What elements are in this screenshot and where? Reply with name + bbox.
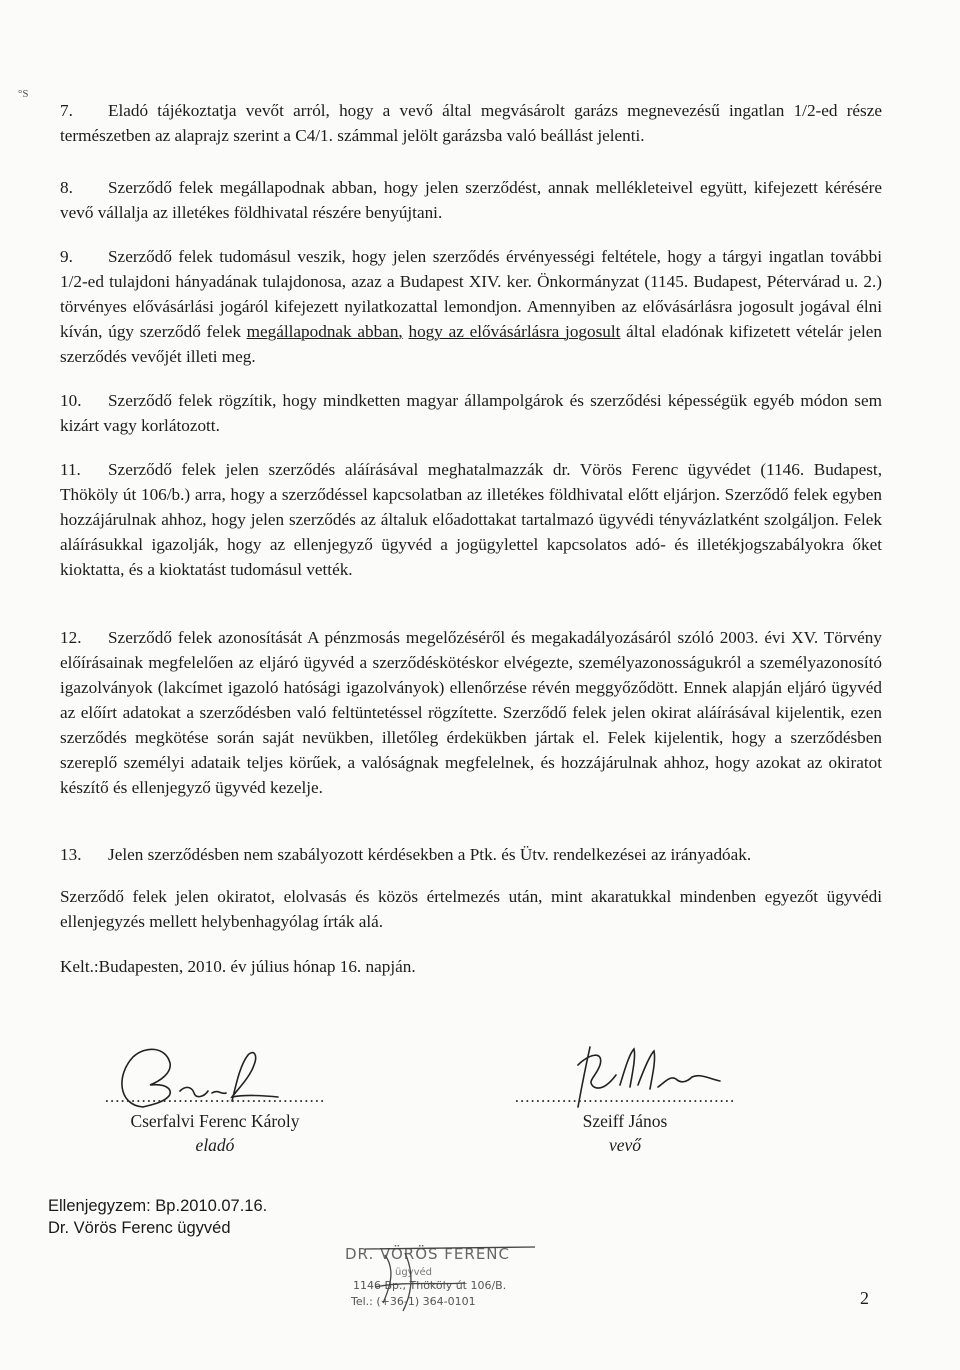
stamp-scribble xyxy=(345,1245,545,1317)
clause-number: 8. xyxy=(60,178,73,197)
stamp-phone: Tel.: (+36-1) 364-0101 xyxy=(351,1295,476,1308)
buyer-signature-block xyxy=(505,1085,745,1157)
clause-8 xyxy=(60,175,882,225)
clause-11 xyxy=(60,457,882,582)
countersign-date: Ellenjegyzem: Bp.2010.07.16. xyxy=(48,1197,268,1215)
buyer-role: vevő xyxy=(608,1135,642,1155)
seller-role: eladó xyxy=(195,1135,235,1155)
clause-7 xyxy=(60,98,882,148)
clause-9 xyxy=(60,244,882,369)
signature-line: .......................................... xyxy=(104,1087,326,1106)
clause-number: 7. xyxy=(60,101,73,120)
clause-text: Szerződő felek jelen szerződés aláírásával meghatalmazzák dr. Vörös Ferenc ügyvédet (1146. Budapest, Thököly út 106/b.) arra, hogy a szerződéssel kapcsolatban az illetékes földhivatal előtt eljárjon. Szerződő felek egyben hozzájárulnak ahhoz, hogy jelen szerződés az általuk előadottakat tartalmazó ügyvédi tényvázlatként szolgáljon. Felek aláírásukkal igazolják, hogy az ellenjegyző ügyvéd a jogügylettel kapcsolatos adó- és illetékjogszabályokra őket kioktatta, és a kioktatást tudomásul vették. xyxy=(60,460,882,579)
clause-number: 9. xyxy=(60,247,73,266)
clause-text-end: által eladónak kifizetett vételár jelen szerződés vevőjét illeti meg. xyxy=(60,322,882,366)
clause-text: Szerződő felek megállapodnak abban, hogy jelen szerződést, annak mellékleteivel együtt, kifejezett kérésére vevő vállalja az illetékes földhivatal részére benyújtani. xyxy=(60,178,882,222)
clause-text-continued: Amennyiben az elővásárlásra jogosult jogával élni kíván, úgy szerződő felek xyxy=(60,297,882,341)
clause-number: 12. xyxy=(60,628,82,647)
clause-number: 13. xyxy=(60,845,82,864)
underlined-text: megállapodnak abban, xyxy=(246,322,403,341)
seller-name: Cserfalvi Ferenc Károly xyxy=(130,1111,300,1131)
stamp-name: DR. VÖRÖS FERENC xyxy=(345,1245,510,1263)
clause-text: Jelen szerződésben nem szabályozott kérdésekben a Ptk. és Ütv. rendelkezései az irányadóak. xyxy=(108,845,752,864)
lawyer-stamp xyxy=(345,1245,545,1317)
clause-text: Szerződő felek rögzítik, hogy mindketten magyar állampolgárok és szerződési képességük egyéb módon sem kizárt vagy korlátozott. xyxy=(60,391,882,435)
signature-line: .......................................... xyxy=(514,1087,736,1106)
underlined-text: hogy az elővásárlásra jogosult xyxy=(408,322,621,341)
countersign-lawyer: Dr. Vörös Ferenc ügyvéd xyxy=(48,1219,231,1237)
buyer-name: Szeiff János xyxy=(582,1111,668,1131)
countersignature xyxy=(48,1195,267,1239)
scan-artifact-mark: °S xyxy=(18,88,29,100)
clause-12 xyxy=(60,625,882,800)
date-line: Kelt.:Budapesten, 2010. év július hónap 16. napján. xyxy=(60,957,416,976)
stamp-address: 1146 Bp., Thököly út 106/B. xyxy=(353,1279,507,1292)
clause-number: 11. xyxy=(60,460,81,479)
clause-text: Szerződő felek tudomásul veszik, hogy jelen szerződés érvényességi feltétele, hogy a tárgyi ingatlan további 1/2-ed tulajdoni hányadának tulajdonosa, azaz a Budapest XIV. ker. Önkormányzat (1145. Budapest, Pétervárad u. 2.) törvényes elővásárlási jogáról kifejezett nyilatkozattal lemondjon. xyxy=(60,247,882,316)
page-number: 2 xyxy=(860,1288,869,1308)
clause-10 xyxy=(60,388,882,438)
clause-text: Szerződő felek azonosítását A pénzmosás megelőzéséről és megakadályozásáról szóló 2003. évi XV. Törvény előírásainak megfelelően az eljáró ügyvéd a szerződéskötéskor elvégezte, személyazonosságukról a személyazonosító igazolványok (lakcímet igazoló hatósági igazolványok) ellenőrzése révén meggyőződött. Ennek alapján eljáró ügyvéd az előírt adatokat a szerződésben való feltüntetéssel rögzítette. Szerződő felek jelen okirat aláírásával kijelentik, ezen szerződés megkötése során saját nevükben, illetőleg érdekükben jártak el. Felek kijelentik, hogy a szerződésben szereplő személyi adataik teljes körűek, a valóságnak megfelelnek, és hozzájárulnak ahhoz, hogy azokat az okiratot készítő és ellenjegyző ügyvéd kezelje. xyxy=(60,628,882,797)
clause-13 xyxy=(60,842,882,867)
clause-number: 10. xyxy=(60,391,82,410)
clause-text: Eladó tájékoztatja vevőt arról, hogy a vevő által megvásárolt garázs megnevezésű ingatlan 1/2-ed része természetben az alaprajz szerint a C4/1. számmal jelölt garázsba való beállást jelenti. xyxy=(60,101,882,145)
stamp-title: ügyvéd xyxy=(395,1267,433,1278)
closing-statement: Szerződő felek jelen okiratot, elolvasás és közös értelmezés után, mint akaratukkal mindenben egyezőt ügyvédi ellenjegyzés mellett helybenhagyólag írták alá. xyxy=(60,887,882,931)
seller-signature-block xyxy=(80,1085,350,1157)
